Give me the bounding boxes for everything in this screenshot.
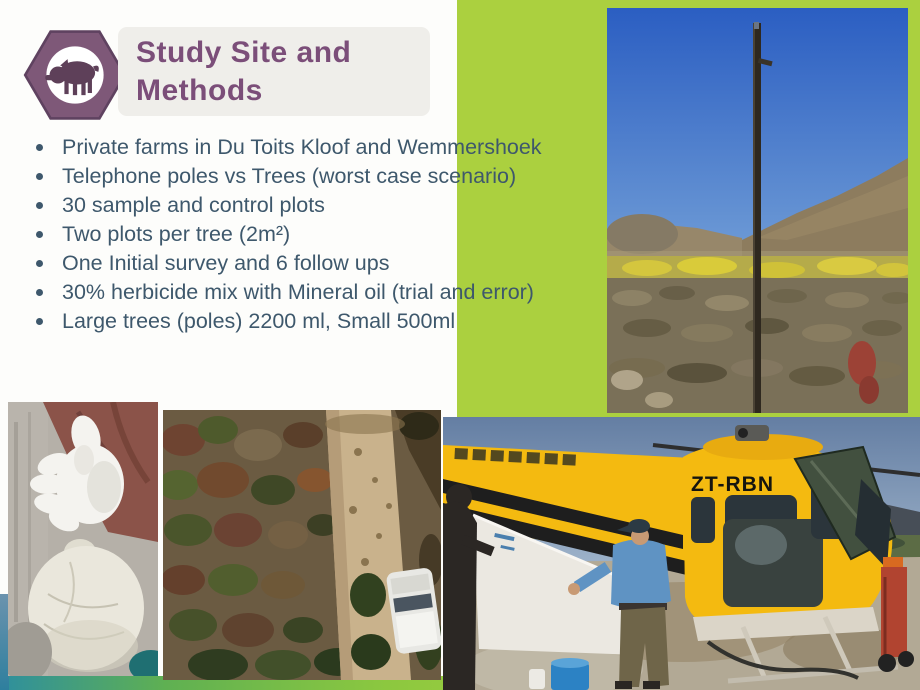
slide-header <box>0 0 460 130</box>
registration-text: ZT-RBN <box>691 473 774 496</box>
page-title-line2: Methods <box>136 74 263 107</box>
bullet-marker <box>36 202 43 209</box>
bullet-item <box>28 307 668 336</box>
bullet-item <box>28 133 668 162</box>
bullet-text: 30% herbicide mix with Mineral oil (trial and error) <box>62 280 534 304</box>
bullet-item <box>28 191 668 220</box>
bullet-text: Private farms in Du Toits Kloof and Wemmershoek <box>62 135 542 159</box>
page-title <box>118 27 430 110</box>
page-title-line1: Study Site and <box>136 36 352 69</box>
bullet-marker <box>36 173 43 180</box>
bullet-item <box>28 162 668 191</box>
bullet-text: One Initial survey and 6 follow ups <box>62 251 390 275</box>
aerial-vegetation-photo <box>163 410 441 680</box>
boar-icon <box>20 22 130 128</box>
bullet-item <box>28 278 668 307</box>
bullet-text: Large trees (poles) 2200 ml, Small 500ml <box>62 309 456 333</box>
bullet-text: Two plots per tree (2m²) <box>62 222 291 246</box>
bullet-marker <box>36 144 43 151</box>
bullet-marker <box>36 289 43 296</box>
bullet-item <box>28 249 668 278</box>
bullet-marker <box>36 231 43 238</box>
helicopter-photo <box>443 417 920 690</box>
bullet-marker <box>36 260 43 267</box>
glove-photo <box>8 402 158 676</box>
bullet-marker <box>36 318 43 325</box>
bullet-text: 30 sample and control plots <box>62 193 325 217</box>
bullet-text: Telephone poles vs Trees (worst case scenario) <box>62 164 517 188</box>
title-bar <box>118 27 430 116</box>
bullet-item <box>28 220 668 249</box>
bullet-list <box>28 133 668 336</box>
